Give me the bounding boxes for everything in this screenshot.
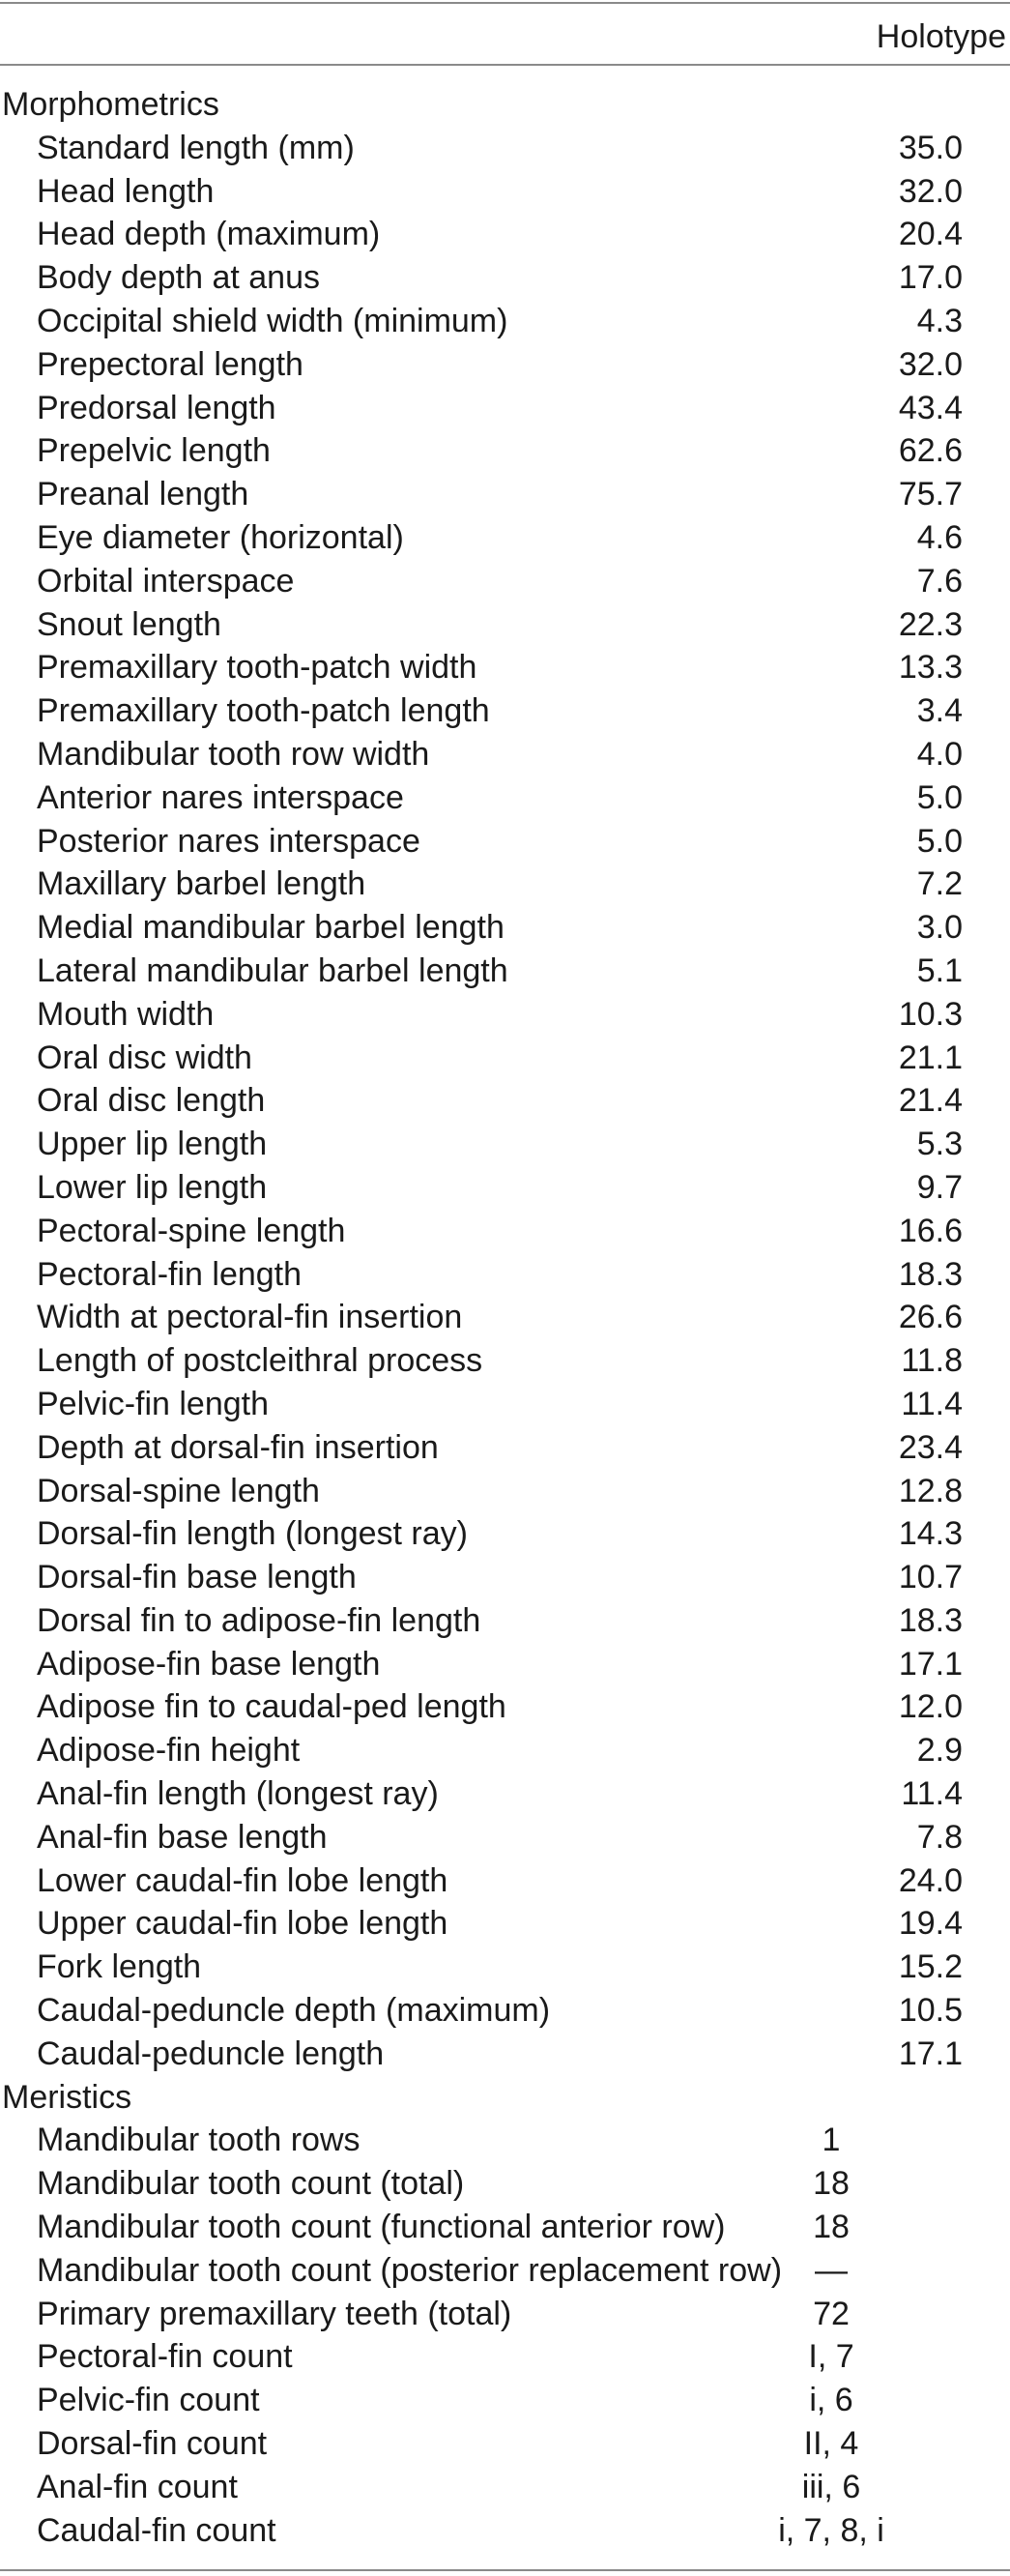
row-value: 26.6 [898,1299,963,1336]
table-row [0,1210,1010,1253]
row-value: 18.3 [898,1601,963,1639]
table-row [0,1556,1010,1599]
row-label: Lower caudal-fin lobe length [37,1861,448,1899]
row-value: 62.6 [898,432,963,470]
table-row [0,2379,1010,2422]
table-row [0,1989,1010,2033]
table-row [0,1037,1010,1080]
row-label: Oral disc length [37,1082,266,1120]
row-label: Depth at dorsal-fin insertion [37,1428,439,1466]
row-label: Mouth width [37,995,215,1033]
row-label: Adipose-fin base length [37,1645,381,1683]
column-header-holotype: Holotype [876,18,1006,55]
row-label: Posterior nares interspace [37,822,420,860]
row-label: Preanal length [37,476,249,513]
row-label: Mandibular tooth count (posterior replacement row) [37,2251,783,2289]
row-value: 10.7 [898,1559,963,1596]
row-label: Lateral mandibular barbel length [37,951,508,989]
row-label: Pectoral-fin length [37,1255,303,1293]
row-value: 22.3 [898,605,963,643]
row-value: 10.3 [898,995,963,1033]
table-row [0,256,1010,300]
table-row [0,950,1010,993]
table-row [0,1729,1010,1772]
table-row [0,820,1010,864]
row-label: Mandibular tooth rows [37,2122,361,2159]
row-value: 16.6 [898,1212,963,1249]
row-value: 4.0 [916,735,963,773]
row-value: 17.1 [898,1645,963,1683]
table-row [0,2509,1010,2553]
table-row [0,603,1010,647]
row-label: Pectoral-fin count [37,2338,293,2376]
row-value: 5.1 [916,951,963,989]
table-row [0,733,1010,776]
table-row [0,1079,1010,1123]
row-label: Pelvic-fin count [37,2382,260,2419]
table-row [0,1772,1010,1816]
row-value: 11.4 [901,1385,963,1422]
row-label: Standard length (mm) [37,129,355,166]
row-value: II, 4 [803,2425,859,2463]
row-label: Dorsal fin to adipose-fin length [37,1601,481,1639]
row-value: 7.2 [916,865,963,903]
table-row [0,2466,1010,2509]
table-row [0,2033,1010,2076]
table-row [0,2335,1010,2379]
row-value: 17.0 [898,259,963,297]
table-row [0,1426,1010,1470]
section-heading [0,2076,1010,2120]
row-value: 5.0 [916,822,963,860]
table-header [0,12,1010,62]
table-row [0,1946,1010,1989]
row-label: Width at pectoral-fin insertion [37,1299,463,1336]
table-row [0,906,1010,950]
row-label: Head length [37,172,215,210]
table-row [0,1902,1010,1946]
row-label: Oral disc width [37,1039,252,1076]
table-row [0,1643,1010,1686]
table-row [0,516,1010,560]
row-value: 11.8 [901,1342,963,1380]
row-label: Anal-fin base length [37,1818,328,1856]
row-value: 12.8 [898,1472,963,1509]
row-label: Anal-fin count [37,2468,238,2505]
table-row [0,993,1010,1037]
row-label: Occipital shield width (minimum) [37,302,508,339]
row-label: Fork length [37,1948,202,1986]
row-label: Pectoral-spine length [37,1212,346,1249]
table-row [0,1339,1010,1383]
row-value: 5.3 [916,1126,963,1163]
row-value: 14.3 [898,1515,963,1553]
row-label: Adipose fin to caudal-ped length [37,1688,506,1726]
row-label: Orbital interspace [37,562,295,600]
row-value: 4.3 [916,302,963,339]
row-value: 18 [813,2165,850,2203]
row-value: 72 [813,2295,850,2332]
row-label: Dorsal-fin base length [37,1559,357,1596]
row-value: 7.8 [916,1818,963,1856]
row-label: Premaxillary tooth-patch length [37,692,490,730]
row-value: 18 [813,2209,850,2246]
row-value: 35.0 [898,129,963,166]
row-value: 24.0 [898,1861,963,1899]
row-label: Lower lip length [37,1168,268,1206]
row-label: Caudal-peduncle length [37,2034,385,2072]
row-label: Upper lip length [37,1126,268,1163]
row-value: 10.5 [898,1992,963,2030]
table-row [0,2422,1010,2466]
table-row [0,2206,1010,2249]
row-value: 1 [822,2122,841,2159]
table-row [0,2162,1010,2206]
row-value: 18.3 [898,1255,963,1293]
row-value: i, 6 [809,2382,853,2419]
table-row [0,170,1010,214]
table-row [0,1685,1010,1729]
row-value: 2.9 [916,1732,963,1770]
header-rule [0,64,1010,66]
row-label: Anal-fin length (longest ray) [37,1775,439,1813]
row-value: 32.0 [898,345,963,383]
row-value: 32.0 [898,172,963,210]
row-value: 19.4 [898,1905,963,1943]
row-label: Maxillary barbel length [37,865,366,903]
table-row [0,473,1010,516]
row-label: Prepelvic length [37,432,271,470]
row-value: 13.3 [898,649,963,687]
row-label: Dorsal-spine length [37,1472,320,1509]
table-row [0,1383,1010,1426]
table-row [0,646,1010,689]
row-label: Caudal-peduncle depth (maximum) [37,1992,551,2030]
table-row [0,343,1010,387]
row-label: Pelvic-fin length [37,1385,270,1422]
row-value: I, 7 [808,2338,854,2376]
row-label: Snout length [37,605,221,643]
row-label: Head depth (maximum) [37,216,381,253]
table-row [0,863,1010,906]
table-body [0,83,1010,2552]
table-row [0,300,1010,343]
table-row [0,2249,1010,2293]
table-row [0,1512,1010,1556]
row-label: Premaxillary tooth-patch width [37,649,477,687]
table-row [0,560,1010,603]
section-title: Meristics [2,2078,132,2116]
row-value: 9.7 [916,1168,963,1206]
row-value: iii, 6 [801,2468,861,2505]
table-row [0,689,1010,733]
row-label: Anterior nares interspace [37,778,404,816]
table-row [0,127,1010,170]
bottom-rule [0,2569,1010,2571]
table-row [0,1859,1010,1903]
row-value: 3.0 [916,909,963,947]
row-value: 12.0 [898,1688,963,1726]
table-row [0,429,1010,473]
row-label: Mandibular tooth count (total) [37,2165,465,2203]
table-row [0,1816,1010,1859]
row-value: i, 7, 8, i [778,2511,884,2549]
row-label: Caudal-fin count [37,2511,276,2549]
table-row [0,776,1010,820]
row-label: Prepectoral length [37,345,303,383]
table-row [0,1470,1010,1513]
table-row [0,213,1010,256]
row-value: 11.4 [901,1775,963,1813]
table-row [0,1123,1010,1166]
row-value: 3.4 [916,692,963,730]
table-row [0,1599,1010,1643]
row-label: Length of postcleithral process [37,1342,483,1380]
row-label: Eye diameter (horizontal) [37,518,404,556]
table-row [0,2293,1010,2336]
top-rule [0,2,1010,4]
row-value: 21.1 [898,1039,963,1076]
table-row [0,2119,1010,2162]
section-title: Morphometrics [2,86,219,123]
table-row [0,1296,1010,1339]
row-label: Mandibular tooth row width [37,735,430,773]
row-value: — [815,2251,848,2289]
row-label: Medial mandibular barbel length [37,909,505,947]
row-value: 20.4 [898,216,963,253]
row-value: 5.0 [916,778,963,816]
row-value: 75.7 [898,476,963,513]
row-label: Predorsal length [37,389,276,426]
table-row [0,1166,1010,1210]
row-label: Mandibular tooth count (functional anterior row) [37,2209,726,2246]
row-value: 23.4 [898,1428,963,1466]
table-row [0,1253,1010,1297]
row-value: 7.6 [916,562,963,600]
section-heading [0,83,1010,127]
row-label: Dorsal-fin count [37,2425,268,2463]
row-value: 4.6 [916,518,963,556]
row-value: 21.4 [898,1082,963,1120]
row-label: Primary premaxillary teeth (total) [37,2295,512,2332]
row-label: Adipose-fin height [37,1732,301,1770]
table-row [0,387,1010,430]
row-value: 15.2 [898,1948,963,1986]
row-value: 17.1 [898,2034,963,2072]
row-label: Dorsal-fin length (longest ray) [37,1515,468,1553]
row-value: 43.4 [898,389,963,426]
row-label: Upper caudal-fin lobe length [37,1905,448,1943]
row-label: Body depth at anus [37,259,321,297]
